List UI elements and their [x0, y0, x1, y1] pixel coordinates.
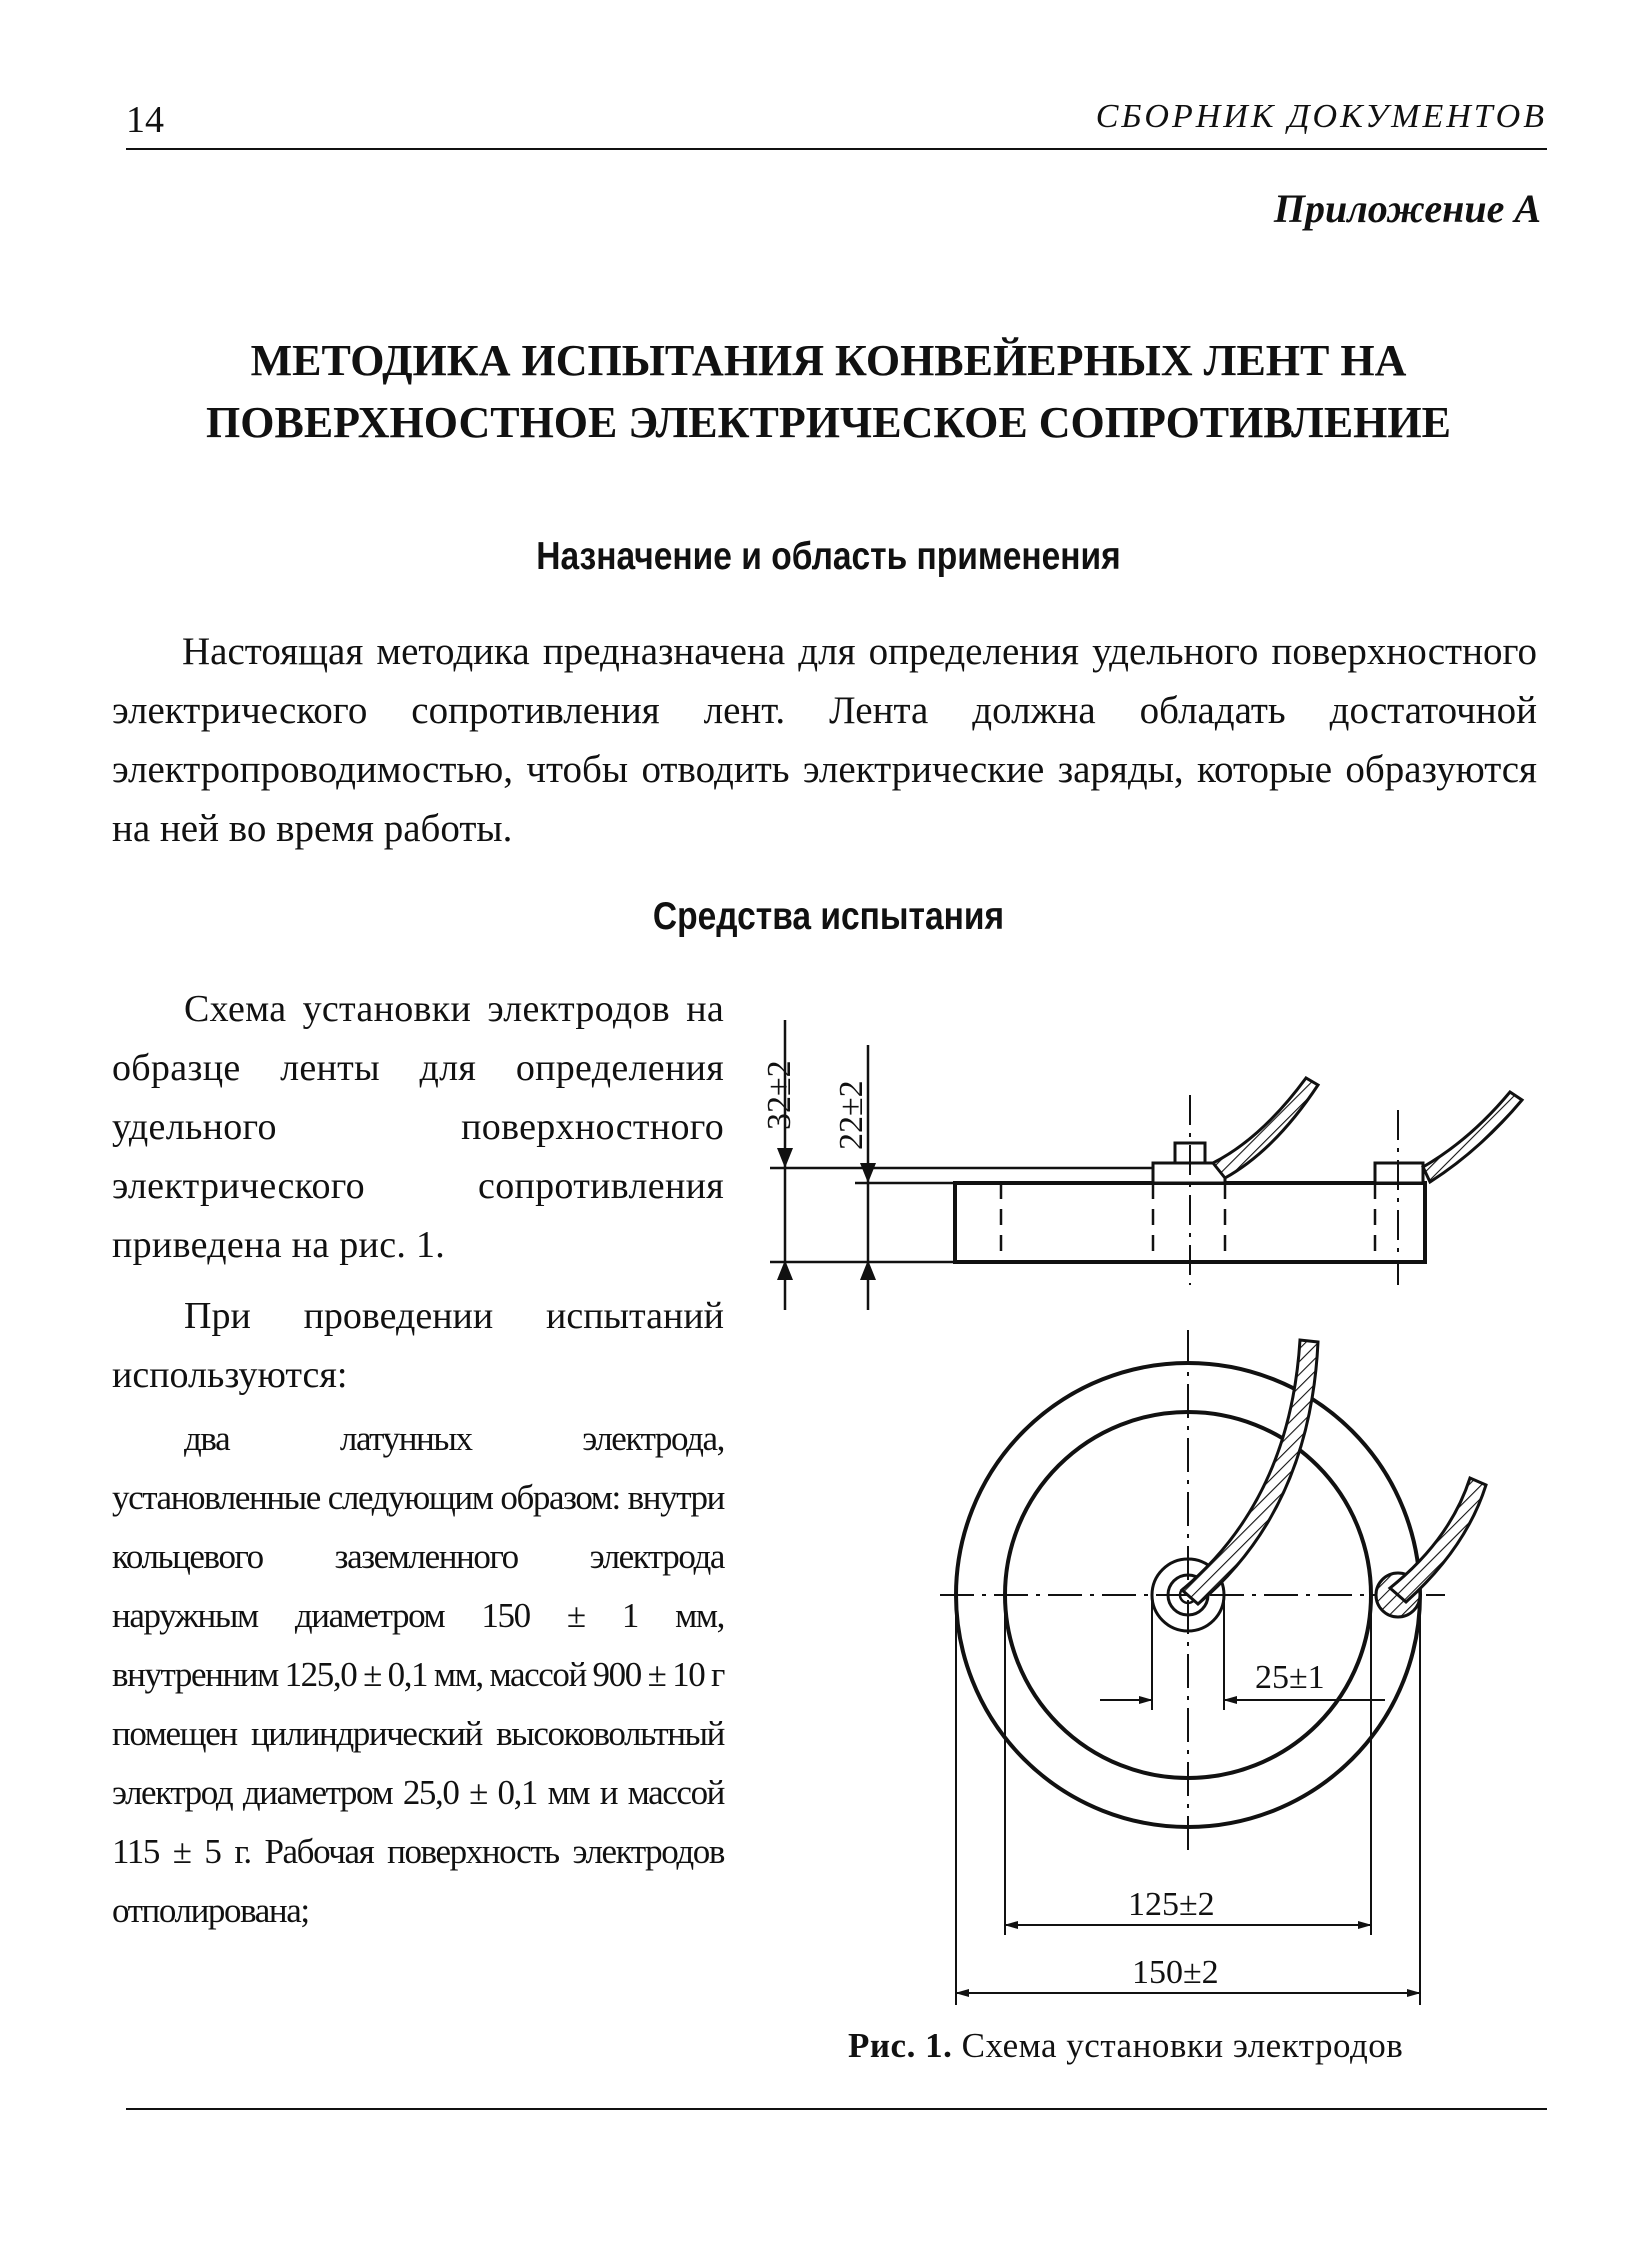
appendix-label: Приложение А [1273, 186, 1541, 231]
outer-ring-diameter-label: 150±2 [1132, 1954, 1219, 1991]
purpose-paragraph: Настоящая методика предназначена для определения удельного поверхностного электрического сопротивления лент. Лента должна обладать достаточной электропроводимостью, чтобы отводить электрические заряды, которые образуются на ней во время работы. [112, 630, 1537, 850]
running-title: СБОРНИК ДОКУМЕНТОВ [1095, 98, 1547, 135]
figure-caption-number: Рис. 1. [848, 2026, 953, 2065]
lead-wire-center-top [1182, 1340, 1318, 1604]
figure-caption [848, 2026, 1403, 2066]
inner-ring-diameter-label: 125±2 [1128, 1886, 1215, 1923]
paragraph-figure-reference: Схема установки электродов на образце ленты для определения удельного поверхностного электрического сопротивления приведена на рис. 1. [112, 988, 724, 1266]
section-heading-purpose: Назначение и область применения [536, 535, 1121, 578]
lead-wire-ring-side [1423, 1092, 1522, 1182]
paragraph-electrodes: два латунных электрода, установленные следующим образом: внутри кольцевого заземленного электрода наружным диаметром 150 ± 1 мм, внутренним 125,0 ± 0,1 мм, массой 900 ± 10 г помещен цилиндрический высоковольтный электрод диаметром 25,0 ± 0,1 мм и массой 115 ± 5 г. Рабочая поверхность электродов отполирована; [112, 1419, 724, 1930]
inner-electrode-diameter-label: 25±1 [1255, 1659, 1325, 1696]
section-heading-test-equipment: Средства испытания [652, 895, 1005, 938]
total-height-label: 32±2 [761, 1060, 798, 1130]
footer-divider [126, 2108, 1547, 2110]
document-title: МЕТОДИКА ИСПЫТАНИЯ КОНВЕЙЕРНЫХ ЛЕНТ НА ПОВЕРХНОСТНОЕ ЭЛЕКТРИЧЕСКОЕ СОПРОТИВЛЕНИЕ [206, 336, 1451, 447]
paragraph-used-items: При проведении испытаний используются: [112, 1295, 724, 1396]
belt-height-label: 22±2 [833, 1080, 870, 1150]
figure-caption-text: Схема установки электродов [961, 2026, 1404, 2065]
page-number: 14 [126, 99, 164, 141]
lead-wire-ring-top [1390, 1478, 1486, 1602]
side-view [770, 1020, 1522, 1310]
lead-wire-center-side [1213, 1078, 1318, 1178]
